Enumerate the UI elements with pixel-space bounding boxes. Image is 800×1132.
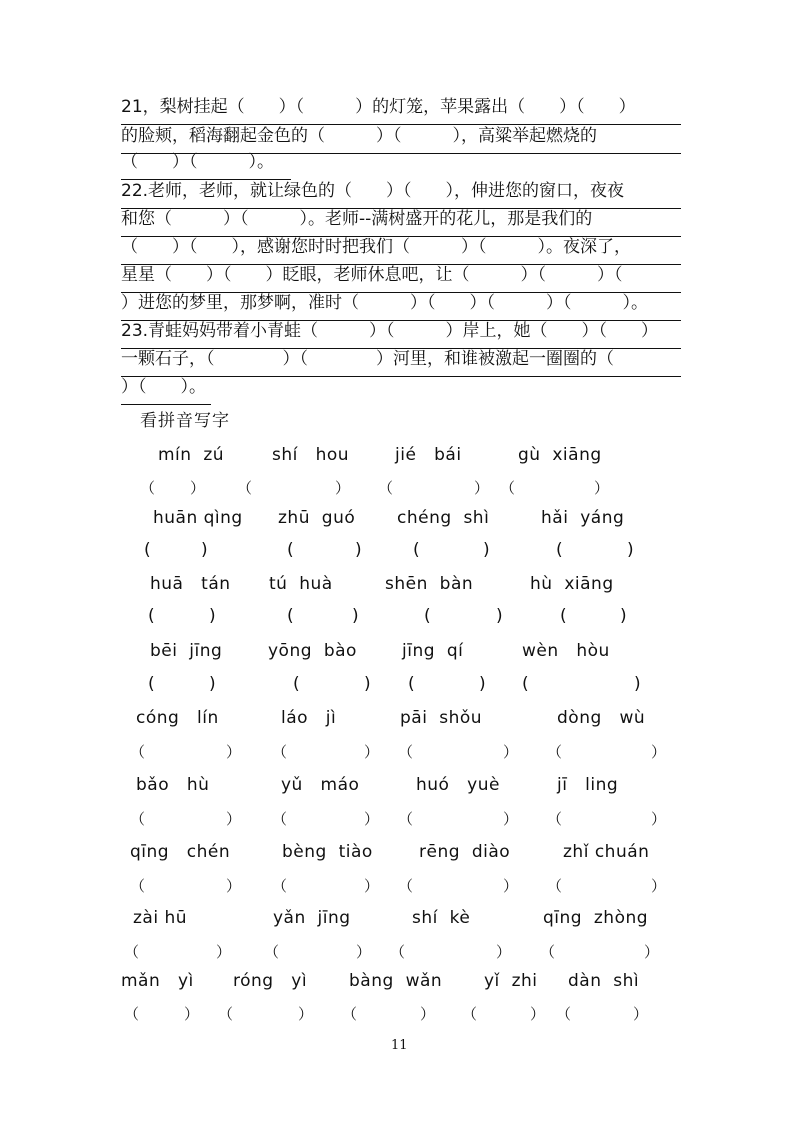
pinyin-item: mǎn yì: [121, 971, 194, 991]
paren-close: ): [627, 540, 634, 560]
exercise-line: 星星（ ）（ ）眨眼，老师休息吧，让（ ）（ ）（: [121, 262, 681, 293]
paren-close: ）: [184, 1005, 200, 1023]
answer-blank-row: [0, 540, 800, 570]
paren-close: ): [201, 540, 208, 560]
page-number: 11: [391, 1038, 408, 1053]
pinyin-item: zài hū: [133, 908, 188, 928]
paren-open: （: [342, 1005, 358, 1023]
paren-open: （: [124, 943, 140, 961]
pinyin-item: bǎo hù: [136, 775, 210, 795]
paren-close: ）: [474, 479, 490, 497]
pinyin-item: chéng shì: [397, 508, 490, 528]
pinyin-row: [0, 641, 800, 671]
paren-close: ): [352, 606, 359, 626]
pinyin-item: bèng tiào: [282, 842, 373, 862]
paren-close: ）: [594, 479, 610, 497]
paren-open: （: [556, 1005, 572, 1023]
paren-close: ）: [335, 479, 351, 497]
paren-close: ): [483, 540, 490, 560]
paren-close: ）: [530, 1005, 546, 1023]
paren-open: （: [264, 943, 280, 961]
answer-blank-row: [0, 875, 800, 905]
paren-open: （: [130, 877, 146, 895]
paren-close: ): [364, 674, 371, 694]
paren-close: ): [634, 674, 641, 694]
paren-open: （: [272, 810, 288, 828]
answer-blank-row: [0, 741, 800, 771]
paren-open: (: [424, 606, 431, 626]
paren-open: (: [144, 540, 151, 560]
paren-close: ): [209, 606, 216, 626]
exercise-line: 和您（ ）（ ）。老师--满树盛开的花儿，那是我们的: [121, 206, 681, 237]
paren-close: ）: [356, 943, 372, 961]
paren-close: ）: [503, 877, 519, 895]
exercise-line: 22.老师，老师，就让绿色的（ ）（ ），伸进您的窗口，夜夜: [121, 178, 681, 209]
paren-close: ）: [364, 743, 380, 761]
paren-close: ）: [364, 877, 380, 895]
answer-blank-row: [0, 606, 800, 636]
paren-open: (: [560, 606, 567, 626]
paren-close: ）: [298, 1005, 314, 1023]
pinyin-item: tú huà: [269, 574, 333, 594]
answer-blank-row: [0, 1003, 800, 1033]
pinyin-item: yǔ máo: [281, 775, 360, 795]
paren-open: (: [408, 674, 415, 694]
paren-open: （: [130, 810, 146, 828]
pinyin-row: [0, 971, 800, 1001]
pinyin-item: qīng chén: [130, 842, 231, 862]
paren-open: （: [140, 479, 156, 497]
pinyin-item: shēn bàn: [385, 574, 474, 594]
pinyin-item: hǎi yáng: [541, 508, 625, 528]
paren-close: ): [620, 606, 627, 626]
paren-open: （: [462, 1005, 478, 1023]
pinyin-item: róng yì: [233, 971, 308, 991]
exercise-line: （ ）（ ），感谢您时时把我们（ ）（ ）。夜深了，: [121, 234, 681, 265]
paren-open: (: [293, 674, 300, 694]
paren-open: （: [124, 1005, 140, 1023]
answer-blank-row: [0, 808, 800, 838]
paren-close: ): [355, 540, 362, 560]
paren-close: ）: [226, 877, 242, 895]
pinyin-item: yǎn jīng: [273, 908, 351, 928]
paren-open: （: [500, 479, 516, 497]
paren-open: （: [378, 479, 394, 497]
paren-open: (: [413, 540, 420, 560]
paren-open: (: [287, 606, 294, 626]
exercise-line: 的脸颊，稻海翻起金色的（ ）（ ），高粱举起燃烧的: [121, 123, 681, 154]
paren-close: ）: [503, 810, 519, 828]
paren-close: ）: [633, 1005, 649, 1023]
paren-open: （: [547, 743, 563, 761]
pinyin-item: mín zú: [158, 445, 225, 465]
pinyin-item: zhǐ chuán: [563, 842, 650, 862]
paren-open: （: [540, 943, 556, 961]
paren-close: ): [496, 606, 503, 626]
pinyin-item: shí kè: [412, 908, 471, 928]
paren-close: ）: [226, 743, 242, 761]
pinyin-item: gù xiāng: [518, 445, 602, 465]
pinyin-item: rēng diào: [419, 842, 511, 862]
paren-open: （: [398, 743, 414, 761]
pinyin-item: dòng wù: [557, 708, 646, 728]
pinyin-item: wèn hòu: [522, 641, 610, 661]
pinyin-row: [0, 445, 800, 475]
paren-close: ）: [226, 810, 242, 828]
pinyin-row: [0, 574, 800, 604]
paren-open: (: [522, 674, 529, 694]
section-title: 看拼音写字: [140, 411, 230, 431]
paren-open: （: [547, 877, 563, 895]
pinyin-item: bàng wǎn: [349, 971, 443, 991]
answer-blank-row: [0, 477, 800, 507]
pinyin-item: huān qìng: [153, 508, 243, 528]
pinyin-item: shí hou: [272, 445, 350, 465]
pinyin-item: jīng qí: [402, 641, 464, 661]
pinyin-item: cóng lín: [136, 708, 219, 728]
pinyin-item: láo jì: [281, 708, 337, 728]
pinyin-item: jī ling: [557, 775, 619, 795]
pinyin-item: dàn shì: [568, 971, 640, 991]
paren-open: (: [287, 540, 294, 560]
paren-open: （: [272, 877, 288, 895]
paren-close: ）: [651, 877, 667, 895]
paren-close: ）: [496, 943, 512, 961]
pinyin-item: yǐ zhi: [484, 971, 538, 991]
paren-open: （: [130, 743, 146, 761]
paren-close: ): [209, 674, 216, 694]
paren-close: ）: [216, 943, 232, 961]
pinyin-item: pāi shǒu: [400, 708, 483, 728]
paren-open: （: [398, 877, 414, 895]
pinyin-item: hù xiāng: [530, 574, 614, 594]
exercise-line: 23.青蛙妈妈带着小青蛙（ ）（ ）岸上，她（ ）（ ）: [121, 318, 681, 349]
paren-close: ）: [420, 1005, 436, 1023]
paren-close: ): [479, 674, 486, 694]
pinyin-row: [0, 842, 800, 872]
exercise-line: 一颗石子，（ ）（ ）河里，和谁被激起一圈圈的（: [121, 346, 681, 377]
pinyin-row: [0, 908, 800, 938]
paren-open: (: [556, 540, 563, 560]
pinyin-row: [0, 508, 800, 538]
paren-open: (: [148, 674, 155, 694]
paren-open: （: [272, 743, 288, 761]
exercise-line: 21，梨树挂起（ ）（ ）的灯笼，苹果露出（ ）（ ）: [121, 94, 681, 125]
pinyin-item: qīng zhòng: [543, 908, 649, 928]
pinyin-item: huā tán: [150, 574, 231, 594]
paren-close: ）: [644, 943, 660, 961]
paren-close: ）: [364, 810, 380, 828]
paren-open: （: [218, 1005, 234, 1023]
pinyin-item: jié bái: [395, 445, 462, 465]
exercise-line: （ ）（ ）。: [121, 149, 291, 180]
answer-blank-row: [0, 674, 800, 704]
exercise-line: ）（ ）。: [121, 374, 211, 405]
paren-open: （: [547, 810, 563, 828]
paren-open: （: [237, 479, 253, 497]
paren-close: ）: [190, 479, 206, 497]
pinyin-item: yōng bào: [268, 641, 357, 661]
paren-close: ）: [503, 743, 519, 761]
pinyin-item: bēi jīng: [150, 641, 223, 661]
answer-blank-row: [0, 941, 800, 971]
paren-close: ）: [651, 743, 667, 761]
paren-close: ）: [651, 810, 667, 828]
exercise-line: ）进您的梦里，那梦啊，准时（ ）（ ）（ ）（ ）。: [121, 290, 681, 321]
paren-open: (: [148, 606, 155, 626]
pinyin-row: [0, 775, 800, 805]
paren-open: （: [390, 943, 406, 961]
pinyin-item: zhū guó: [278, 508, 356, 528]
pinyin-row: [0, 708, 800, 738]
paren-open: （: [398, 810, 414, 828]
pinyin-item: huó yuè: [416, 775, 500, 795]
